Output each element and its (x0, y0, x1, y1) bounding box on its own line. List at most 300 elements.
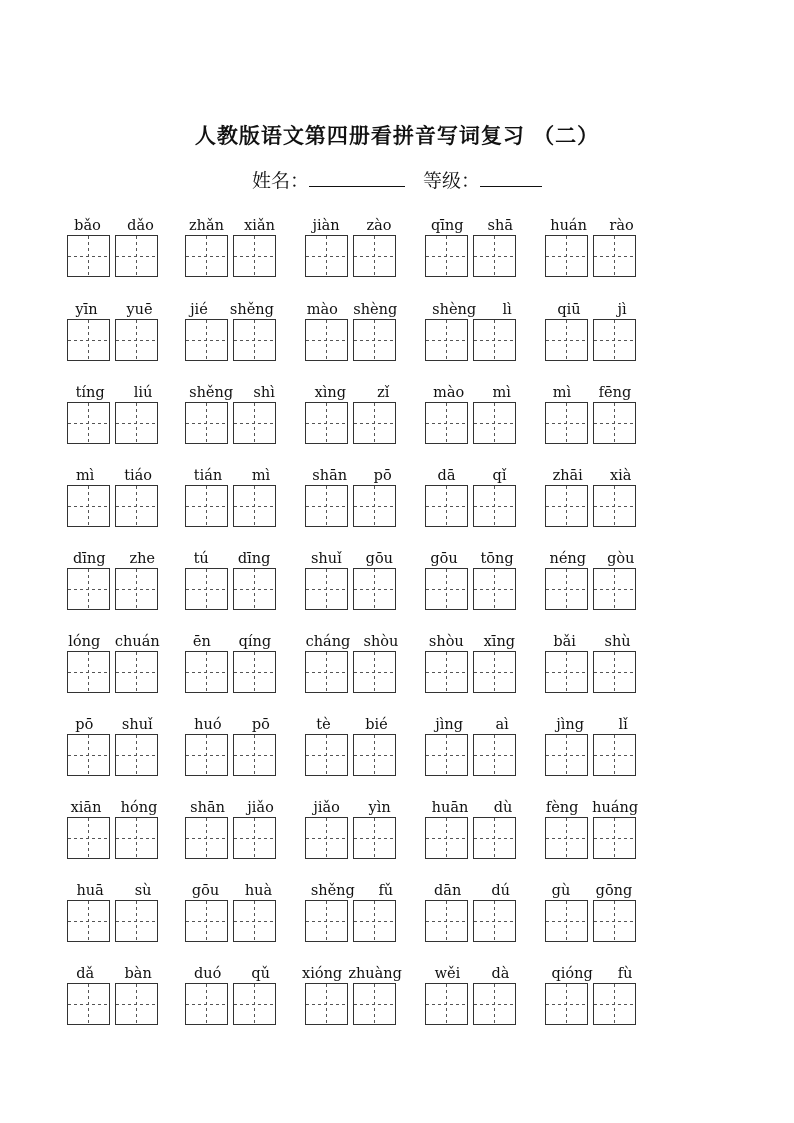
word-item (67, 627, 161, 703)
pinyin-prompt (61, 378, 167, 400)
writing-box[interactable] (593, 983, 636, 1025)
writing-box[interactable] (473, 734, 516, 776)
writing-box[interactable] (185, 235, 228, 277)
word-item (305, 793, 399, 869)
writing-box[interactable] (185, 900, 228, 942)
pinyin-syllable: gù (551, 882, 571, 899)
writing-box[interactable] (185, 485, 228, 527)
pinyin-syllable: dǎo (127, 217, 154, 234)
word-item (185, 461, 279, 537)
word-item (425, 461, 519, 537)
writing-box[interactable] (233, 235, 276, 277)
writing-box[interactable] (115, 734, 158, 776)
writing-box[interactable] (233, 568, 276, 610)
pinyin-syllable: qióng (551, 965, 593, 982)
pinyin-syllable: shuǐ (310, 550, 342, 567)
writing-box[interactable] (473, 651, 516, 693)
pinyin-prompt (419, 876, 525, 898)
writing-box[interactable] (425, 651, 468, 693)
pinyin-prompt (179, 295, 285, 317)
pinyin-prompt (179, 211, 285, 233)
pinyin-prompt (299, 211, 405, 233)
name-label: 姓名： (251, 170, 309, 192)
pinyin-syllable: huáng (592, 799, 639, 816)
pinyin-syllable: zhǎn (189, 217, 225, 234)
writing-box[interactable] (353, 568, 396, 610)
writing-box[interactable] (67, 568, 110, 610)
pinyin-syllable: yìn (368, 799, 391, 816)
pinyin-prompt (419, 544, 525, 566)
pinyin-syllable: tōng (480, 550, 514, 567)
writing-box[interactable] (425, 235, 468, 277)
pinyin-prompt (179, 959, 285, 981)
word-item (185, 544, 279, 620)
pinyin-syllable: pō (373, 467, 392, 484)
word-item (305, 544, 399, 620)
exercise-row (0, 461, 794, 537)
pinyin-syllable: zhāi (552, 467, 583, 484)
pinyin-prompt (419, 710, 525, 732)
writing-box[interactable] (305, 817, 348, 859)
pinyin-syllable: qǐ (492, 467, 507, 484)
pinyin-syllable: shěng (229, 301, 274, 318)
exercise-row (0, 627, 794, 703)
word-item (425, 295, 519, 371)
exercise-row (0, 295, 794, 371)
writing-box[interactable] (545, 485, 588, 527)
word-item (185, 295, 279, 371)
pinyin-syllable: sù (134, 882, 152, 899)
writing-box[interactable] (353, 402, 396, 444)
writing-box[interactable] (305, 651, 348, 693)
writing-box[interactable] (545, 983, 588, 1025)
pinyin-prompt (179, 793, 285, 815)
pinyin-syllable: xīng (483, 633, 516, 650)
writing-box[interactable] (233, 900, 276, 942)
writing-box[interactable] (353, 817, 396, 859)
writing-box[interactable] (593, 734, 636, 776)
writing-box[interactable] (67, 651, 110, 693)
word-item (67, 959, 161, 1035)
writing-box[interactable] (473, 817, 516, 859)
exercise-row (0, 211, 794, 287)
writing-box[interactable] (67, 402, 110, 444)
word-item (545, 378, 639, 454)
pinyin-syllable: tián (193, 467, 223, 484)
writing-box[interactable] (425, 485, 468, 527)
writing-box[interactable] (185, 734, 228, 776)
writing-box[interactable] (473, 568, 516, 610)
pinyin-prompt (419, 461, 525, 483)
pinyin-prompt (61, 876, 167, 898)
writing-box[interactable] (185, 651, 228, 693)
writing-box[interactable] (67, 734, 110, 776)
word-item (425, 627, 519, 703)
pinyin-syllable: shòu (428, 633, 464, 650)
writing-box[interactable] (353, 983, 396, 1025)
pinyin-syllable: shì (253, 384, 275, 401)
pinyin-prompt (299, 710, 405, 732)
writing-box[interactable] (233, 983, 276, 1025)
pinyin-prompt (179, 710, 285, 732)
pinyin-syllable: chuán (114, 633, 160, 650)
word-item (305, 710, 399, 786)
word-item (67, 295, 161, 371)
writing-box[interactable] (593, 235, 636, 277)
writing-box[interactable] (67, 817, 110, 859)
pinyin-syllable: shòu (363, 633, 399, 650)
writing-box[interactable] (305, 235, 348, 277)
writing-box[interactable] (115, 568, 158, 610)
pinyin-syllable: xiǎn (244, 217, 275, 234)
word-item (545, 793, 639, 869)
writing-box[interactable] (67, 983, 110, 1025)
word-item (185, 211, 279, 287)
pinyin-syllable: xìng (314, 384, 346, 401)
pinyin-syllable: bié (365, 716, 388, 733)
pinyin-syllable: hóng (120, 799, 158, 816)
writing-box[interactable] (115, 817, 158, 859)
pinyin-syllable: fēng (598, 384, 632, 401)
word-item (545, 211, 639, 287)
word-item (185, 876, 279, 952)
word-item (425, 211, 519, 287)
pinyin-syllable: xià (609, 467, 632, 484)
writing-box[interactable] (593, 485, 636, 527)
writing-box[interactable] (185, 402, 228, 444)
pinyin-prompt (419, 627, 525, 649)
writing-box[interactable] (185, 817, 228, 859)
word-item (67, 378, 161, 454)
pinyin-prompt (299, 793, 405, 815)
pinyin-prompt (539, 710, 645, 732)
pinyin-syllable: jié (190, 301, 208, 318)
pinyin-prompt (539, 876, 645, 898)
pinyin-syllable: mì (552, 384, 572, 401)
writing-box[interactable] (233, 734, 276, 776)
pinyin-syllable: wěi (434, 965, 461, 982)
writing-box[interactable] (115, 319, 158, 361)
pinyin-prompt (419, 211, 525, 233)
word-item (67, 461, 161, 537)
writing-box[interactable] (473, 235, 516, 277)
pinyin-prompt (179, 461, 285, 483)
word-item (185, 793, 279, 869)
pinyin-prompt (299, 295, 405, 317)
writing-box[interactable] (593, 568, 636, 610)
word-item (67, 876, 161, 952)
writing-box[interactable] (593, 900, 636, 942)
exercise-row (0, 793, 794, 869)
pinyin-prompt (419, 959, 525, 981)
writing-box[interactable] (473, 485, 516, 527)
writing-box[interactable] (545, 900, 588, 942)
word-item (545, 876, 639, 952)
word-item (425, 544, 519, 620)
writing-box[interactable] (233, 651, 276, 693)
pinyin-syllable: aì (495, 716, 509, 733)
pinyin-syllable: gōu (191, 882, 220, 899)
writing-box[interactable] (473, 319, 516, 361)
exercise-row (0, 544, 794, 620)
pinyin-syllable: dú (491, 882, 510, 899)
writing-box[interactable] (473, 900, 516, 942)
exercise-row (0, 876, 794, 952)
pinyin-prompt (61, 710, 167, 732)
writing-box[interactable] (545, 817, 588, 859)
pinyin-prompt (61, 793, 167, 815)
writing-box[interactable] (185, 319, 228, 361)
writing-box[interactable] (67, 900, 110, 942)
word-item (185, 627, 279, 703)
pinyin-syllable: gōu (430, 550, 458, 567)
pinyin-syllable: dǎ (76, 965, 95, 982)
writing-box[interactable] (233, 485, 276, 527)
pinyin-prompt (539, 378, 645, 400)
pinyin-syllable: bǎi (553, 633, 576, 650)
pinyin-syllable: qǔ (251, 965, 270, 982)
pinyin-syllable: qīng (431, 217, 464, 234)
pinyin-prompt (61, 461, 167, 483)
pinyin-syllable: mì (75, 467, 95, 484)
pinyin-syllable: tú (193, 550, 209, 567)
pinyin-syllable: duó (194, 965, 222, 982)
word-item (545, 295, 639, 371)
pinyin-prompt (299, 876, 405, 898)
pinyin-syllable: shān (312, 467, 348, 484)
pinyin-syllable: dīng (72, 550, 106, 567)
pinyin-syllable: mì (251, 467, 271, 484)
pinyin-syllable: zào (366, 217, 392, 234)
word-item (67, 710, 161, 786)
pinyin-syllable: tiáo (124, 467, 153, 484)
pinyin-syllable: huán (550, 217, 587, 234)
pinyin-prompt (61, 295, 167, 317)
writing-box[interactable] (305, 983, 348, 1025)
writing-box[interactable] (473, 402, 516, 444)
pinyin-syllable: shuǐ (121, 716, 153, 733)
pinyin-syllable: néng (549, 550, 587, 567)
writing-box[interactable] (353, 319, 396, 361)
exercise-row (0, 710, 794, 786)
word-item (425, 793, 519, 869)
writing-box[interactable] (425, 900, 468, 942)
writing-box[interactable] (233, 319, 276, 361)
word-item (425, 959, 519, 1035)
pinyin-syllable: bǎo (74, 217, 101, 234)
pinyin-syllable: cháng (305, 633, 351, 650)
pinyin-syllable: zhuàng (348, 965, 402, 982)
pinyin-syllable: dà (491, 965, 510, 982)
word-item (185, 378, 279, 454)
writing-box[interactable] (115, 983, 158, 1025)
pinyin-prompt (179, 544, 285, 566)
pinyin-prompt (61, 959, 167, 981)
word-item (67, 211, 161, 287)
pinyin-prompt (419, 378, 525, 400)
writing-box[interactable] (425, 319, 468, 361)
pinyin-syllable: huān (431, 799, 469, 816)
word-item (305, 876, 399, 952)
writing-box[interactable] (305, 402, 348, 444)
pinyin-prompt (539, 211, 645, 233)
word-item (545, 627, 639, 703)
word-item (425, 876, 519, 952)
pinyin-syllable: xiān (70, 799, 102, 816)
writing-box[interactable] (425, 734, 468, 776)
writing-box[interactable] (425, 817, 468, 859)
writing-box[interactable] (115, 485, 158, 527)
pinyin-syllable: zǐ (377, 384, 390, 401)
writing-box[interactable] (353, 651, 396, 693)
pinyin-prompt (179, 876, 285, 898)
pinyin-syllable: zhe (129, 550, 156, 567)
exercise-row (0, 378, 794, 454)
pinyin-prompt (539, 461, 645, 483)
pinyin-syllable: jiǎo (247, 799, 274, 816)
word-item (305, 378, 399, 454)
writing-box[interactable] (67, 319, 110, 361)
writing-box[interactable] (425, 402, 468, 444)
writing-box[interactable] (473, 983, 516, 1025)
word-item (185, 710, 279, 786)
pinyin-syllable: shān (190, 799, 225, 816)
pinyin-prompt (179, 378, 285, 400)
writing-box[interactable] (545, 568, 588, 610)
pinyin-syllable: shù (604, 633, 631, 650)
writing-box[interactable] (545, 319, 588, 361)
word-item (185, 959, 279, 1035)
writing-box[interactable] (115, 402, 158, 444)
writing-box[interactable] (593, 402, 636, 444)
pinyin-prompt (299, 544, 405, 566)
pinyin-syllable: yuē (126, 301, 153, 318)
pinyin-syllable: tíng (75, 384, 105, 401)
pinyin-syllable: jì (617, 301, 627, 318)
pinyin-prompt (61, 627, 167, 649)
pinyin-syllable: shèng (353, 301, 398, 318)
pinyin-syllable: huó (194, 716, 222, 733)
pinyin-prompt (419, 295, 525, 317)
word-item (67, 544, 161, 620)
writing-box[interactable] (305, 485, 348, 527)
writing-box[interactable] (185, 983, 228, 1025)
writing-box[interactable] (593, 817, 636, 859)
writing-box[interactable] (115, 235, 158, 277)
pinyin-syllable: ēn (192, 633, 211, 650)
writing-box[interactable] (425, 568, 468, 610)
writing-box[interactable] (115, 651, 158, 693)
writing-box[interactable] (115, 900, 158, 942)
pinyin-syllable: jiǎo (313, 799, 340, 816)
pinyin-syllable: mào (433, 384, 465, 401)
pinyin-prompt (539, 295, 645, 317)
pinyin-syllable: fǔ (378, 882, 394, 899)
writing-box[interactable] (305, 900, 348, 942)
pinyin-syllable: rào (609, 217, 634, 234)
writing-box[interactable] (305, 319, 348, 361)
word-item (425, 378, 519, 454)
grade-label: 等级： (423, 170, 481, 192)
writing-box[interactable] (233, 817, 276, 859)
writing-box[interactable] (545, 402, 588, 444)
writing-box[interactable] (305, 568, 348, 610)
writing-box[interactable] (593, 319, 636, 361)
pinyin-syllable: yīn (75, 301, 98, 318)
pinyin-prompt (539, 793, 645, 815)
pinyin-syllable: jiàn (312, 217, 340, 234)
writing-box[interactable] (545, 651, 588, 693)
pinyin-syllable: liú (133, 384, 153, 401)
pinyin-prompt (299, 461, 405, 483)
pinyin-syllable: jìng (435, 716, 463, 733)
writing-box[interactable] (185, 568, 228, 610)
writing-box[interactable] (545, 734, 588, 776)
pinyin-prompt (539, 627, 645, 649)
word-item (545, 461, 639, 537)
writing-box[interactable] (353, 235, 396, 277)
word-item (302, 959, 402, 1035)
pinyin-prompt (179, 627, 285, 649)
writing-box[interactable] (233, 402, 276, 444)
pinyin-syllable: pō (251, 716, 270, 733)
writing-box[interactable] (545, 235, 588, 277)
pinyin-syllable: tè (316, 716, 331, 733)
page-title: 人教版语文第四册看拼音写词复习 （二） (194, 124, 600, 148)
word-item (545, 710, 639, 786)
writing-box[interactable] (353, 900, 396, 942)
pinyin-syllable: shèng (432, 301, 477, 318)
word-item (67, 793, 161, 869)
pinyin-syllable: dīng (237, 550, 271, 567)
pinyin-syllable: gòu (607, 550, 635, 567)
pinyin-syllable: xióng (302, 965, 343, 982)
word-item (305, 627, 399, 703)
pinyin-syllable: lì (502, 301, 512, 318)
writing-box[interactable] (305, 734, 348, 776)
pinyin-syllable: shā (487, 217, 513, 234)
pinyin-syllable: qiū (557, 301, 581, 318)
writing-box[interactable] (593, 651, 636, 693)
pinyin-prompt (61, 211, 167, 233)
pinyin-syllable: dā (437, 467, 456, 484)
writing-box[interactable] (67, 485, 110, 527)
pinyin-syllable: mào (306, 301, 338, 318)
pinyin-prompt (419, 793, 525, 815)
pinyin-prompt (539, 959, 645, 981)
pinyin-syllable: qíng (238, 633, 272, 650)
pinyin-syllable: mì (492, 384, 511, 401)
pinyin-syllable: dān (434, 882, 462, 899)
word-item (305, 295, 399, 371)
writing-box[interactable] (425, 983, 468, 1025)
pinyin-syllable: fèng (545, 799, 579, 816)
pinyin-syllable: huā (76, 882, 104, 899)
pinyin-syllable: huà (244, 882, 273, 899)
pinyin-prompt (61, 544, 167, 566)
pinyin-syllable: bàn (124, 965, 152, 982)
word-item (545, 959, 639, 1035)
pinyin-syllable: jìng (556, 716, 584, 733)
pinyin-syllable: gōu (365, 550, 394, 567)
writing-box[interactable] (67, 235, 110, 277)
pinyin-prompt (299, 627, 405, 649)
pinyin-syllable: dù (493, 799, 513, 816)
word-item (305, 211, 399, 287)
pinyin-syllable: lǐ (618, 716, 628, 733)
writing-box[interactable] (353, 734, 396, 776)
writing-box[interactable] (353, 485, 396, 527)
